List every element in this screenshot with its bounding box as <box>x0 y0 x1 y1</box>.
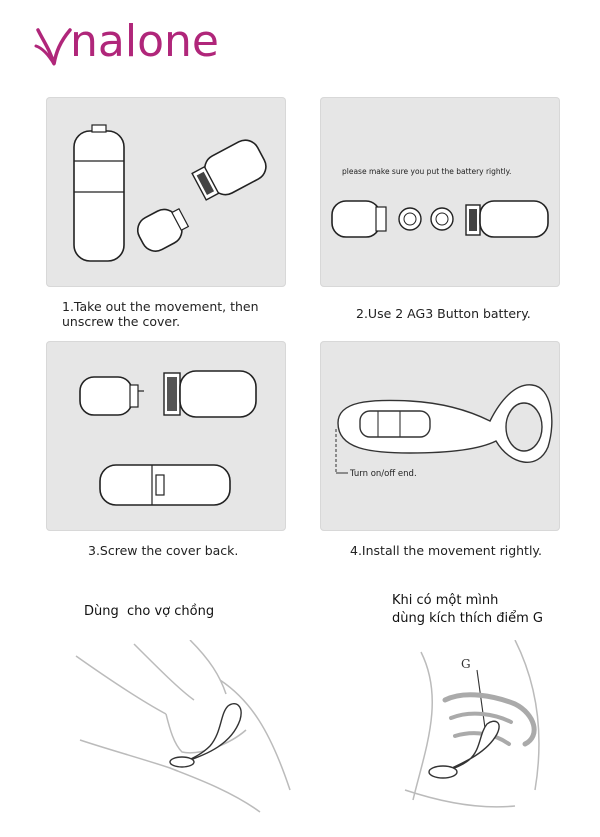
step-3-caption: 3.Screw the cover back. <box>88 543 239 558</box>
solo-use-label-line1: Khi có một mình <box>392 593 499 608</box>
battery-orientation-note: please make sure you put the battery rightly. <box>342 167 512 176</box>
step-4-panel <box>320 341 560 531</box>
step-2-illustration <box>320 97 560 287</box>
solo-use-illustration <box>385 640 575 830</box>
brand-name: nalone <box>70 16 219 67</box>
on-off-end-label: Turn on/off end. <box>350 469 417 479</box>
step-1-panel <box>46 97 286 287</box>
brand-logo <box>34 16 234 74</box>
step-1-illustration <box>46 97 286 287</box>
step-2-caption: 2.Use 2 AG3 Button battery. <box>356 306 531 321</box>
step-3-illustration <box>46 341 286 531</box>
couple-use-label: Dùng cho vợ chồng <box>84 604 215 619</box>
step-3-panel <box>46 341 286 531</box>
solo-use-label-line2: dùng kích thích điểm G <box>392 611 543 626</box>
couple-use-illustration <box>70 640 300 820</box>
step-2-panel <box>320 97 560 287</box>
step-4-caption: 4.Install the movement rightly. <box>350 543 543 558</box>
step-1-caption: 1.Take out the movement, then unscrew the cover. <box>62 299 259 329</box>
leaf-v-logo-icon <box>34 24 74 68</box>
step-4-illustration <box>320 341 560 531</box>
g-spot-marker: G <box>461 657 471 671</box>
